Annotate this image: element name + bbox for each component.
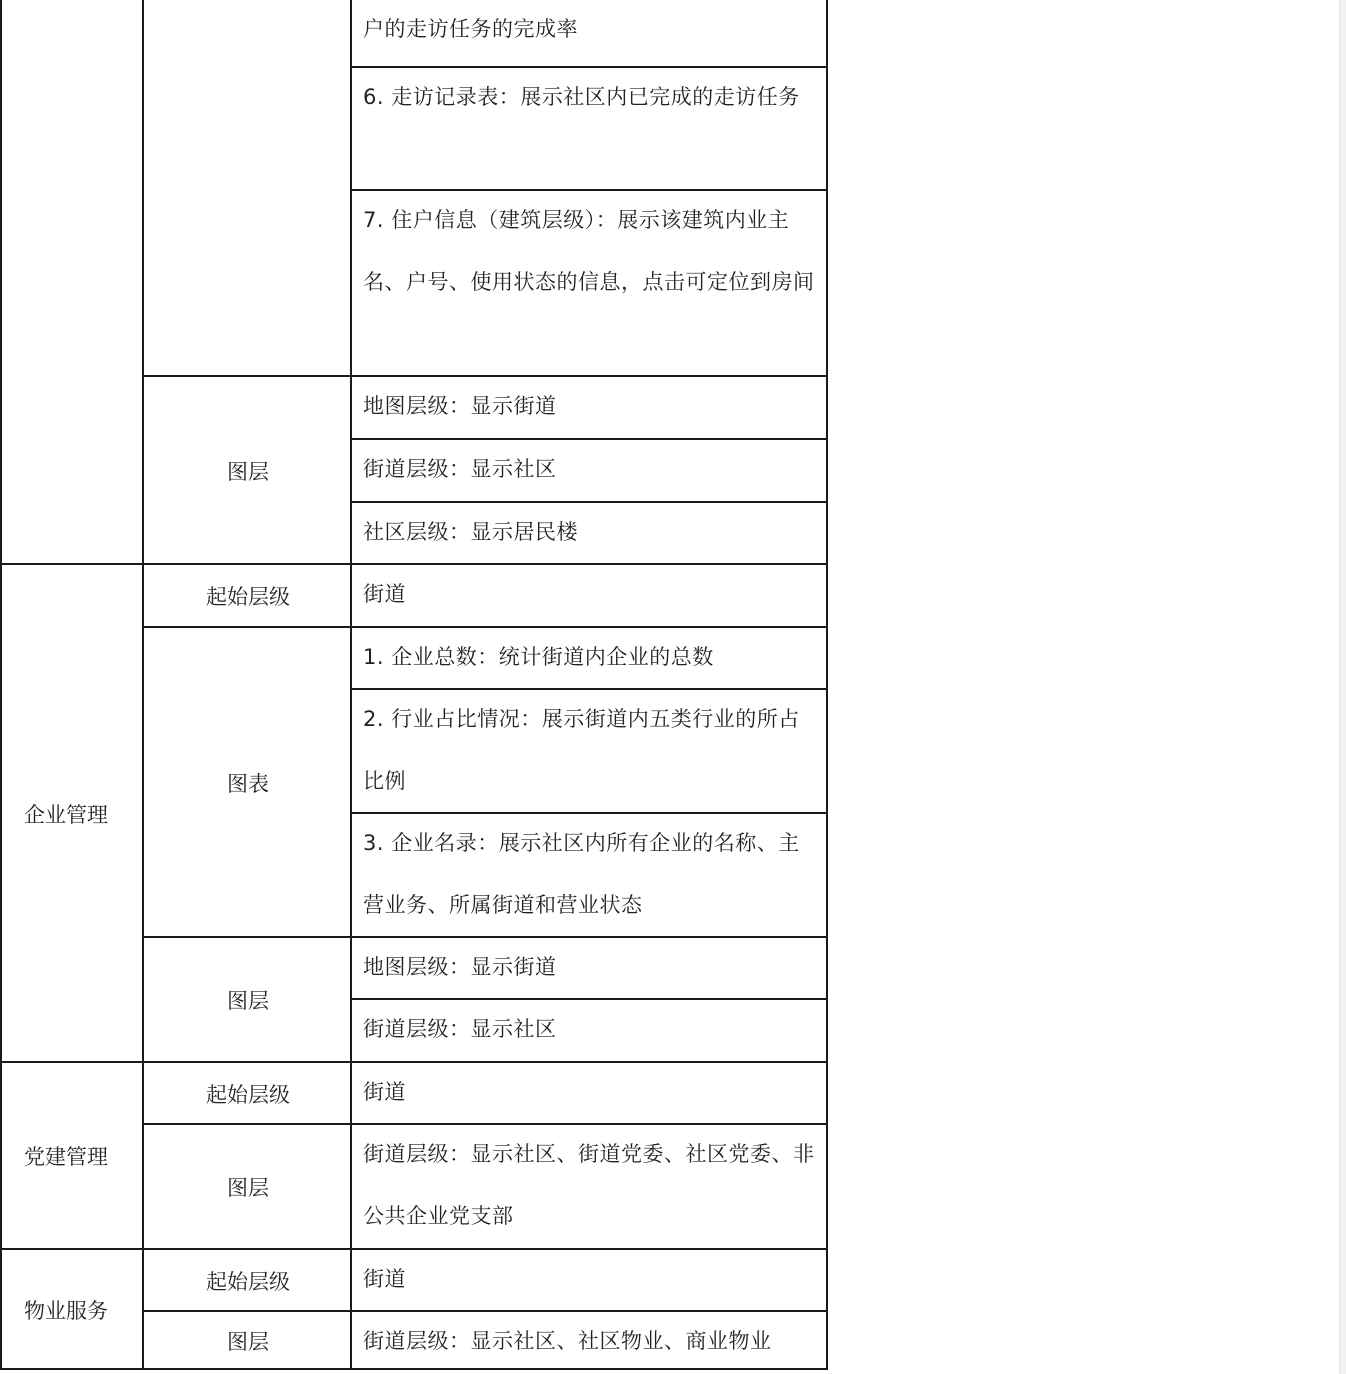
- layer-row: [350, 936, 828, 999]
- desc-row: [350, 0, 828, 67]
- start-value-cell: [350, 1248, 828, 1311]
- start-label: 起始层级: [206, 1269, 290, 1294]
- category-party: [0, 1061, 142, 1249]
- scrollbar[interactable]: [1339, 0, 1346, 1374]
- layer-text: 街道层级：显示社区: [363, 1017, 557, 1041]
- table-bottom-border: [0, 1368, 828, 1370]
- layer-row: [350, 501, 828, 564]
- category-cell-empty: [0, 0, 142, 564]
- layer-label-cell: [142, 1310, 352, 1370]
- category-label: 党建管理: [24, 1145, 108, 1169]
- start-value-cell: [350, 1061, 828, 1124]
- layer-row: [350, 998, 828, 1062]
- layer-row: [350, 438, 828, 502]
- layer-row: [350, 1123, 828, 1249]
- category-property: [0, 1248, 142, 1370]
- layer-text: 社区层级：显示居民楼: [363, 520, 578, 544]
- layer-row: [350, 1310, 828, 1370]
- layer-text: 地图层级：显示街道: [363, 955, 557, 979]
- chart-row: [350, 812, 828, 937]
- chart-text: 1. 企业总数：统计街道内企业的总数: [363, 645, 714, 669]
- chart-row: [350, 626, 828, 689]
- start-label-cell: [142, 1061, 352, 1124]
- layer-label-cell: [142, 375, 352, 564]
- start-value: 街道: [363, 1267, 406, 1291]
- layer-text: 街道层级：显示社区: [363, 457, 557, 481]
- layer-label-cell: [142, 1123, 352, 1249]
- chart-label: 图表: [227, 771, 269, 796]
- start-value-cell: [350, 563, 828, 627]
- category-label: 物业服务: [24, 1299, 108, 1323]
- start-label: 起始层级: [206, 585, 290, 609]
- start-value: 街道: [363, 1080, 406, 1104]
- start-label-cell: [142, 1248, 352, 1311]
- chart-label-cell: [142, 626, 352, 937]
- layer-label: 图层: [227, 1176, 269, 1200]
- desc-text: 6. 走访记录表：展示社区内已完成的走访任务: [363, 85, 800, 109]
- layer-label-cell: [142, 936, 352, 1062]
- layer-label: 图层: [227, 459, 269, 484]
- chart-text: 2. 行业占比情况：展示街道内五类行业的所占比例: [363, 707, 800, 793]
- desc-text: 户的走访任务的完成率: [363, 17, 578, 41]
- layer-label: 图层: [227, 1330, 269, 1354]
- layer-row: [350, 375, 828, 439]
- desc-text: 7. 住户信息（建筑层级）：展示该建筑内业主名、户号、使用状态的信息，点击可定位到房间: [363, 208, 815, 294]
- chart-text: 3. 企业名录：展示社区内所有企业的名称、主营业务、所属街道和营业状态: [363, 831, 800, 917]
- chart-row: [350, 688, 828, 813]
- layer-label: 图层: [227, 989, 269, 1013]
- layer-text: 街道层级：显示社区、社区物业、商业物业: [363, 1329, 772, 1353]
- start-label-cell: [142, 563, 352, 627]
- start-value: 街道: [363, 582, 406, 606]
- subcategory-cell-empty: [142, 0, 352, 376]
- start-label: 起始层级: [206, 1082, 290, 1107]
- desc-row: [350, 189, 828, 376]
- layer-text: 地图层级：显示街道: [363, 394, 557, 418]
- category-enterprise: [0, 563, 142, 1062]
- layer-text: 街道层级：显示社区、街道党委、社区党委、非公共企业党支部: [363, 1142, 815, 1228]
- desc-row: [350, 66, 828, 190]
- category-label: 企业管理: [24, 802, 108, 827]
